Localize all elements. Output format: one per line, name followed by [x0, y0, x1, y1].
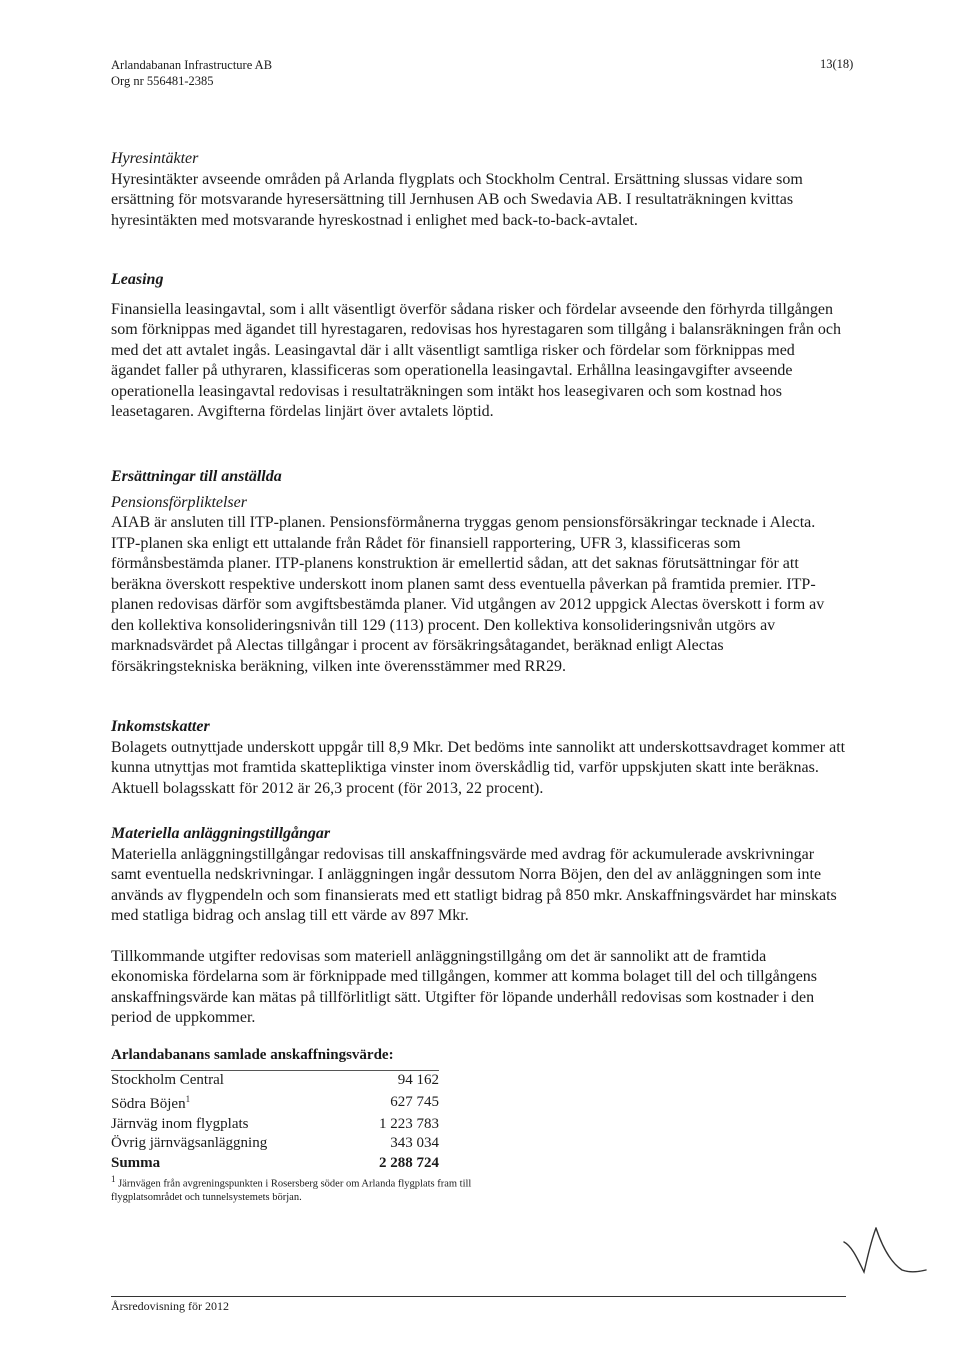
footnote-marker: 1: [111, 1174, 116, 1184]
heading-leasing: Leasing: [111, 271, 164, 288]
section-leasing: [111, 270, 846, 423]
acquisition-value-table-block: [111, 1046, 531, 1204]
heading-materiella: Materiella anläggningstillgångar: [111, 825, 331, 842]
text-inkomstskatter: Bolagets outnyttjade underskott uppgår till 8,9 Mkr. Det bedöms inte sannolikt att underskottsavdraget kommer att kunna utnyttjas mot framtida skattepliktiga vinster inom överskådlig tid, varför uppskjuten skatt inte beräknas. Aktuell bolagsskatt för 2012 är 26,3 procent (för 2013, 22 procent).: [111, 738, 846, 797]
sum-value: 2 288 724: [379, 1154, 439, 1171]
row-label: Stockholm Central: [111, 1070, 348, 1090]
row-value: 627 745: [390, 1093, 439, 1110]
row-label: Järnväg inom flygplats: [111, 1115, 249, 1132]
heading-hyresintakter: Hyresintäkter: [111, 150, 199, 167]
row-value: 1 223 783: [379, 1115, 439, 1132]
table-row: [111, 1134, 439, 1154]
table-sum-row: [111, 1154, 439, 1174]
section-ersattningar: [111, 467, 846, 677]
text-materiella-1: Materiella anläggningstillgångar redovisas till anskaffningsvärde med avdrag för ackumulerade avskrivningar samt eventuella nedskrivningar. I anläggningen ingår dessutom Norra Böjen, den del av anläggningen som inte används av flygpendeln och som finansierats med ett statligt bidrag på 850 mkr. Anskaffningsvärdet har minskats med statliga bidrag och anslag till ett värde av 897 Mkr.: [111, 845, 837, 924]
section-inkomstskatter: [111, 717, 846, 799]
table-row: [111, 1090, 439, 1115]
sum-label: Summa: [111, 1154, 161, 1171]
table-title: Arlandabanans samlade anskaffningsvärde:: [111, 1047, 394, 1063]
footer-divider: [111, 1296, 846, 1297]
text-materiella-2: Tillkommande utgifter redovisas som materiell anläggningstillgång om det är sannolikt att de framtida ekonomiska fördelarna som är förknippade med tillgången, kommer att komma bolaget till del och tillgångens anskaffningsvärde kan mätas på tillförlitligt sätt. Utgifter för löpande underhåll redovisas som kostnader i den period de uppkommer.: [111, 947, 818, 1026]
text-ersattningar: AIAB är ansluten till ITP-planen. Pensionsförmånerna tryggas genom pensionsförsäkringar tecknade i Alecta. ITP-planen ska enligt ett uttalande från Rådet för finansiell rapportering, UFR 3, klassificeras som förmånsbestämda planer. ITP-planens konstruktion är emellertid sådan, att det saknas förutsättningar för att beräkna överskott respektive underskott inom planen samt dess eventuella påverkan på framtida premier. ITP-planen redovisas därför som avgiftsbestämda planer. Vid utgången av 2012 uppgick Alectas överskott i form av den kollektiva konsolideringsnivån till 129 (113) procent. Den kollektiva konsolideringsnivån utgörs av marknadsvärdet på Alectas tillgångar i procent av försäkringsåtagandet, beräknad enligt Alectas försäkringstekniska beräkning, vilken inte överensstämmer med RR29.: [111, 514, 825, 675]
table-row: [111, 1115, 439, 1135]
row-value: 94 162: [348, 1070, 439, 1090]
table-footnote: [111, 1173, 531, 1204]
row-value: 343 034: [390, 1135, 439, 1151]
text-leasing: Finansiella leasingavtal, som i allt väsentligt överför sådana risker och fördelar avseende den förhyrda tillgången som förknippas med ägandet till hyrestagaren, redovisas hos hyrestagaren som tillgång i balansräkningen från och med det att avtalet ingås. Leasingavtal där i allt väsentligt samtliga risker och fördelar som förknippas med ägandet faller på uthyraren, klassificeras som operationella leasingavtal. Erhållna leasingavgifter avseende operationella leasingavtal redovisas i resultaträkningen som intäkt hos leasegivaren och som kostnad hos leasetagaren. Avgifterna fördelas linjärt över avtalets löptid.: [111, 300, 842, 420]
page-number: 13(18): [820, 57, 854, 71]
footer-text: Årsredovisning för 2012: [111, 1299, 229, 1313]
row-label: [111, 1090, 348, 1115]
heading-inkomstskatter: Inkomstskatter: [111, 718, 210, 735]
heading-ersattningar: Ersättningar till anställda: [111, 468, 282, 485]
section-hyresintakter: [111, 149, 846, 231]
subheading-pension: Pensionsförpliktelser: [111, 493, 247, 511]
text-hyresintakter: Hyresintäkter avseende områden på Arlanda flygplats och Stockholm Central. Ersättning slussas vidare som ersättning för motsvarande hyresersättning till Jernhusen AB och Swedavia AB. I resultaträkningen kvittas hyresintäkten med motsvarande hyreskostnad i enlighet med back-to-back-avtalet.: [111, 170, 803, 229]
section-materiella: [111, 824, 846, 1029]
footnote-text: Järnvägen från avgreningspunkten i Rosersberg söder om Arlanda flygplats fram till flygplatsområdet och tunnelsystemets början.: [111, 1178, 472, 1203]
acquisition-value-table: [111, 1070, 439, 1174]
row-label: Övrig järnvägsanläggning: [111, 1135, 268, 1151]
header-company-block: [111, 57, 272, 89]
handwritten-signature: [840, 1220, 930, 1280]
table-row: [111, 1070, 439, 1090]
company-name: Arlandabanan Infrastructure AB: [111, 58, 273, 72]
org-number: Org nr 556481-2385: [111, 74, 214, 88]
footnote-marker: 1: [185, 1094, 191, 1104]
row-label-text: Södra Böjen: [111, 1096, 186, 1112]
